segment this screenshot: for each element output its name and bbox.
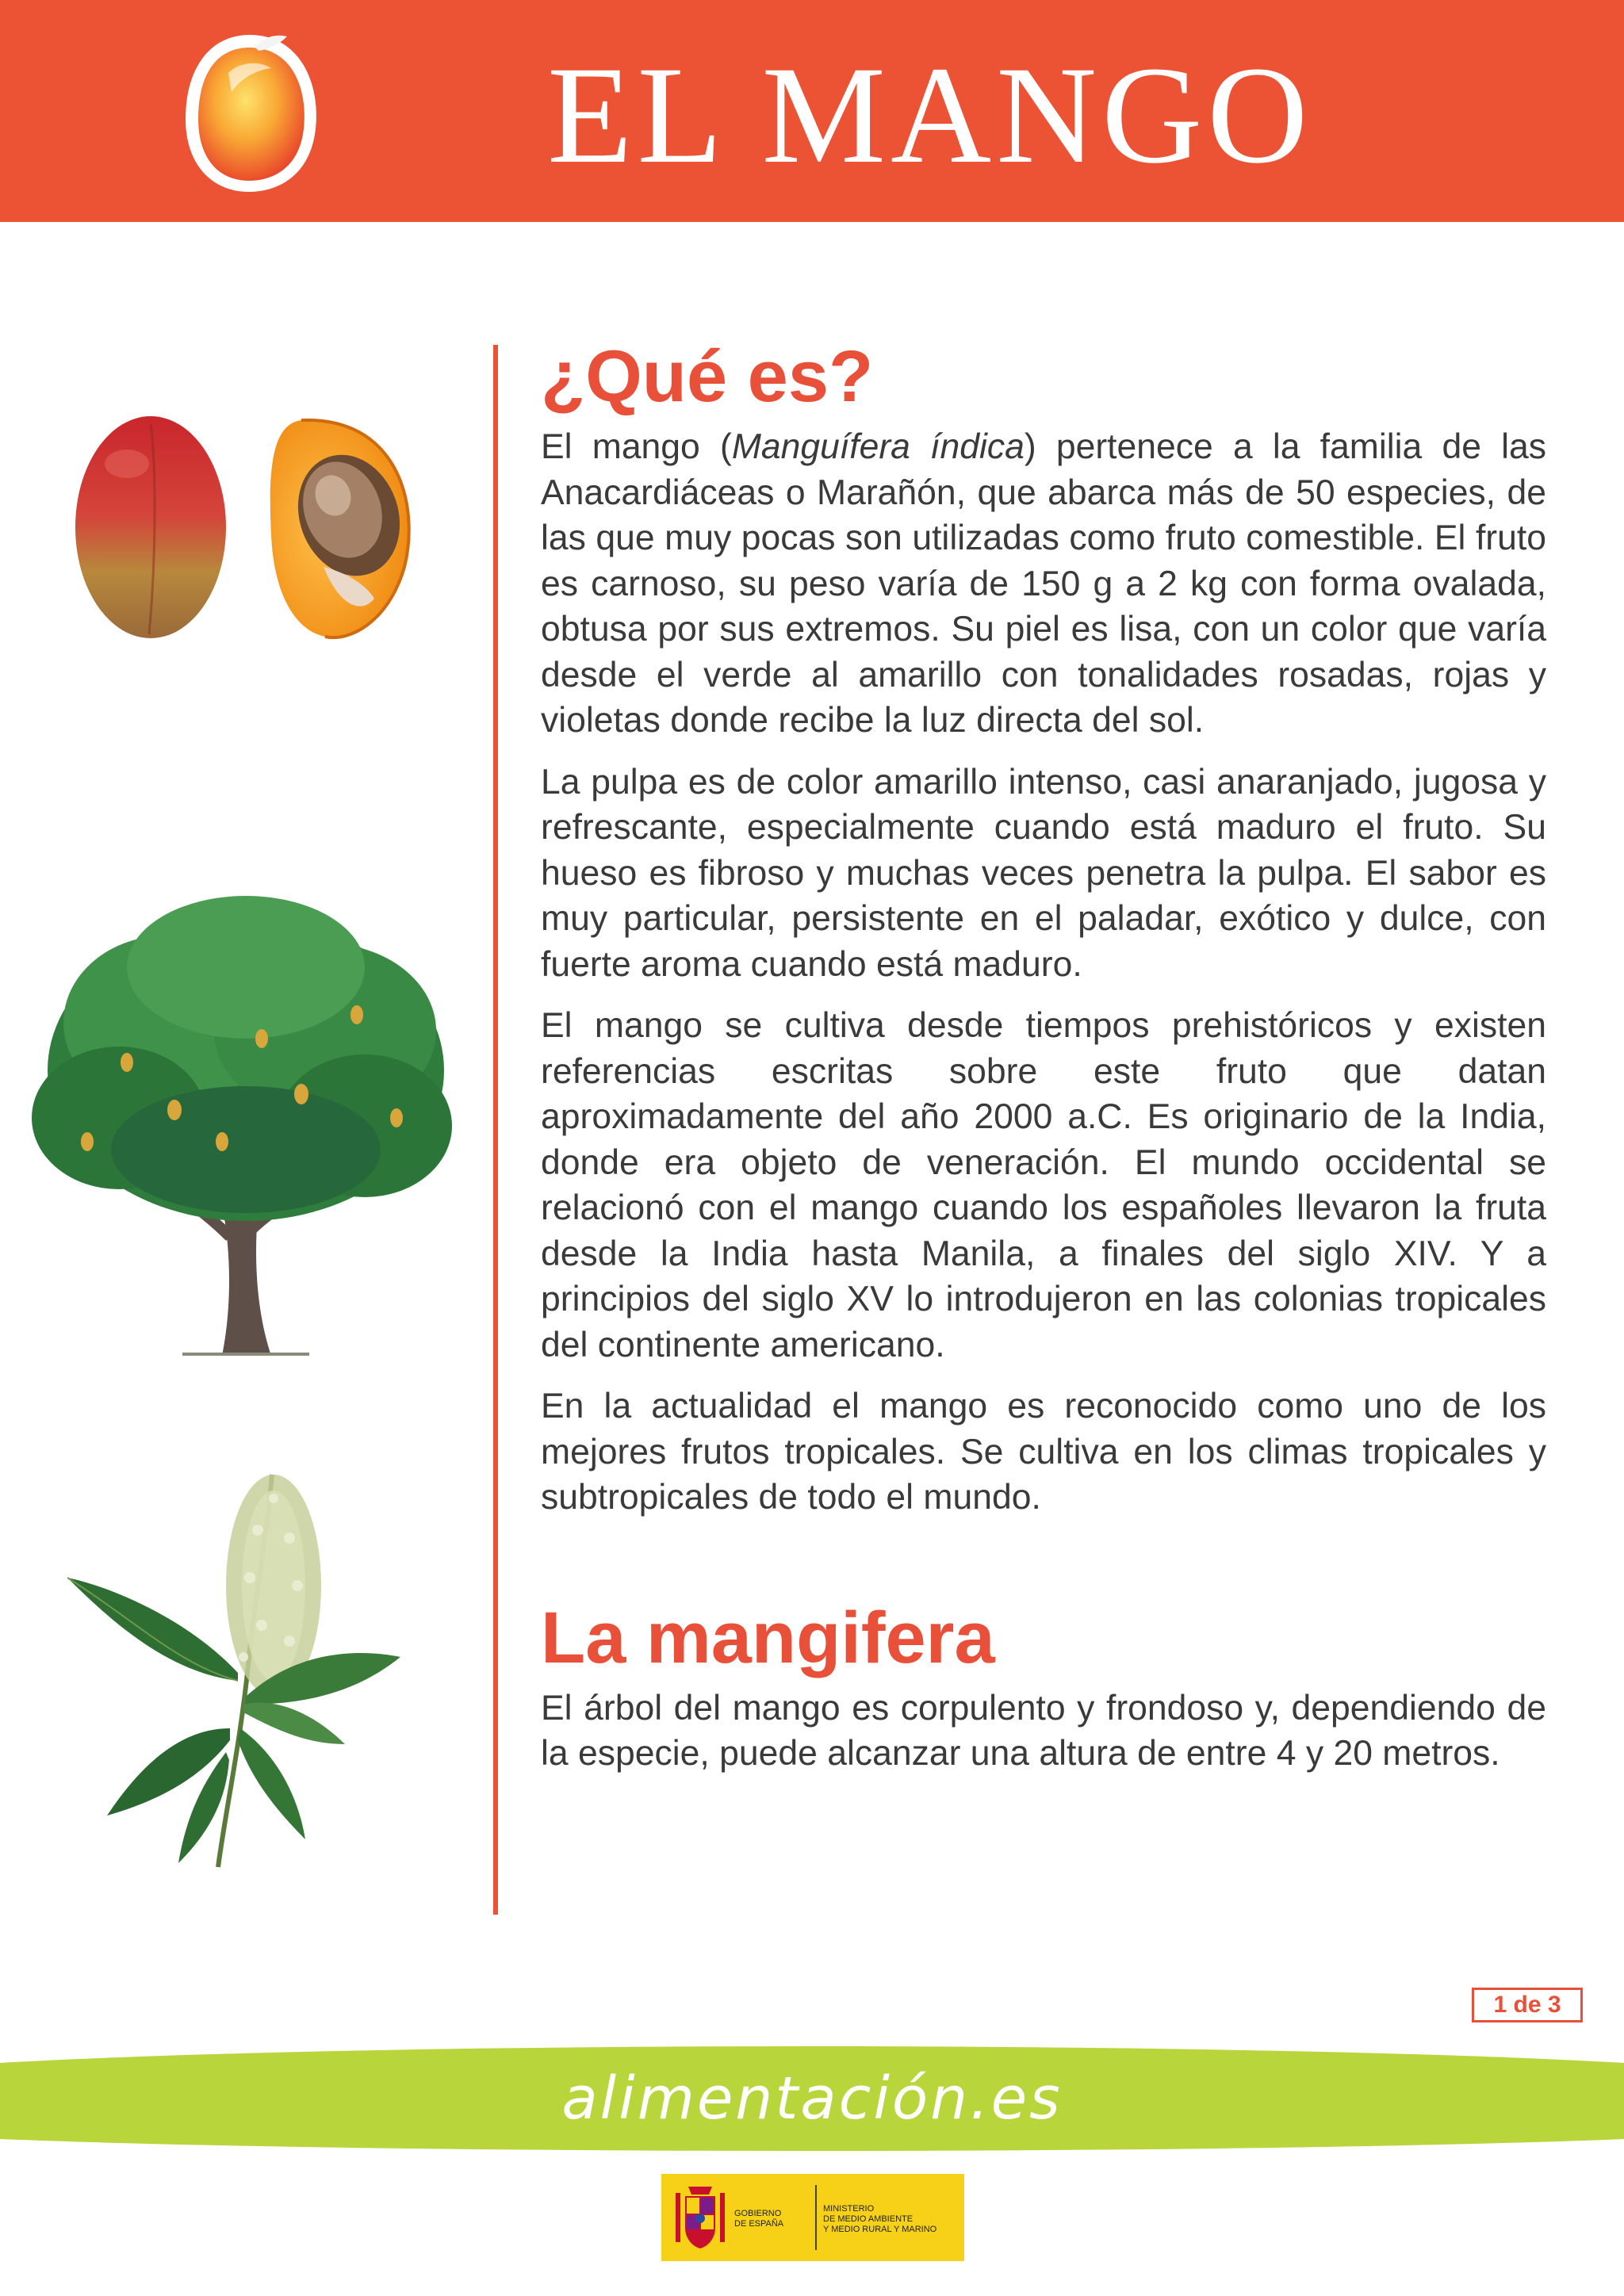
section-title-que-es: ¿Qué es? — [541, 336, 874, 417]
mango-flowering-branch-illustration — [59, 1467, 408, 1871]
scientific-name: Manguífera índica — [731, 427, 1025, 466]
mango-fruit-illustration — [63, 408, 436, 646]
mango-icon — [176, 24, 324, 198]
paragraph — [541, 424, 1546, 744]
paragraph: El árbol del mango es corpulento y frondoso y, dependiendo de la especie, puede alcanzar una altura de entre 4 y 20 metros. — [541, 1688, 1546, 1773]
paragraph: La pulpa es de color amarillo intenso, casi anaranjado, jugosa y refrescante, especialmente cuando está maduro el fruto. Su hueso es fibroso y muchas veces penetra la pulpa. El sabor es muy particular, persistente en el paladar, exótico y dulce, con fuerte aroma cuando está maduro. — [541, 762, 1546, 984]
main-content — [541, 329, 1546, 1793]
ministry-separator — [815, 2185, 817, 2250]
site-brand-link[interactable]: alimentación.es — [561, 2064, 1063, 2133]
ministerio-label: MINISTERIO DE MEDIO AMBIENTE Y MEDIO RURAL Y MARINO — [823, 2204, 937, 2234]
coat-of-arms-icon — [672, 2182, 728, 2253]
vertical-divider — [493, 345, 498, 1915]
header-banner — [0, 0, 1624, 222]
gobierno-label: GOBIERNO DE ESPAÑA — [734, 2209, 784, 2229]
page-title: EL MANGO — [547, 38, 1313, 193]
paragraph: El mango se cultiva desde tiempos prehistóricos y existen referencias escritas sobre este fruto que datan aproximadamente del año 2000 a.C. Es originario de la India, donde era objeto de veneración. El mundo occidental se relacionó con el mango cuando los españoles llevaron la fruta desde la India hasta Manila, a finales del siglo XIV. Y a principios del siglo XV lo introdujeron en las colonias tropicales del continente americano. — [541, 1006, 1546, 1364]
paragraph-text: El mango ( — [541, 427, 732, 466]
paragraph-text: ) pertenece a la familia de las Anacardiáceas o Marañón, que abarca más de 50 especies, de las que muy pocas son utilizadas como fruto comestible. El fruto es carnoso, su peso varía de 150 g a 2 kg con forma ovalada, obtusa por sus extremos. Su piel es lisa, con un color que varía desde el verde al amarillo con tonalidades rosadas, rojas y violetas donde recibe la luz directa del sol. — [541, 427, 1546, 740]
ministry-logo — [661, 2174, 964, 2261]
section-title-la-mangifera: La mangifera — [541, 1597, 995, 1678]
page-number-badge: 1 de 3 — [1472, 1988, 1583, 2022]
mango-tree-illustration — [24, 880, 468, 1356]
paragraph: En la actualidad el mango es reconocido como uno de los mejores frutos tropicales. Se cultiva en los climas tropicales y subtropicales de todo el mundo. — [541, 1387, 1546, 1517]
